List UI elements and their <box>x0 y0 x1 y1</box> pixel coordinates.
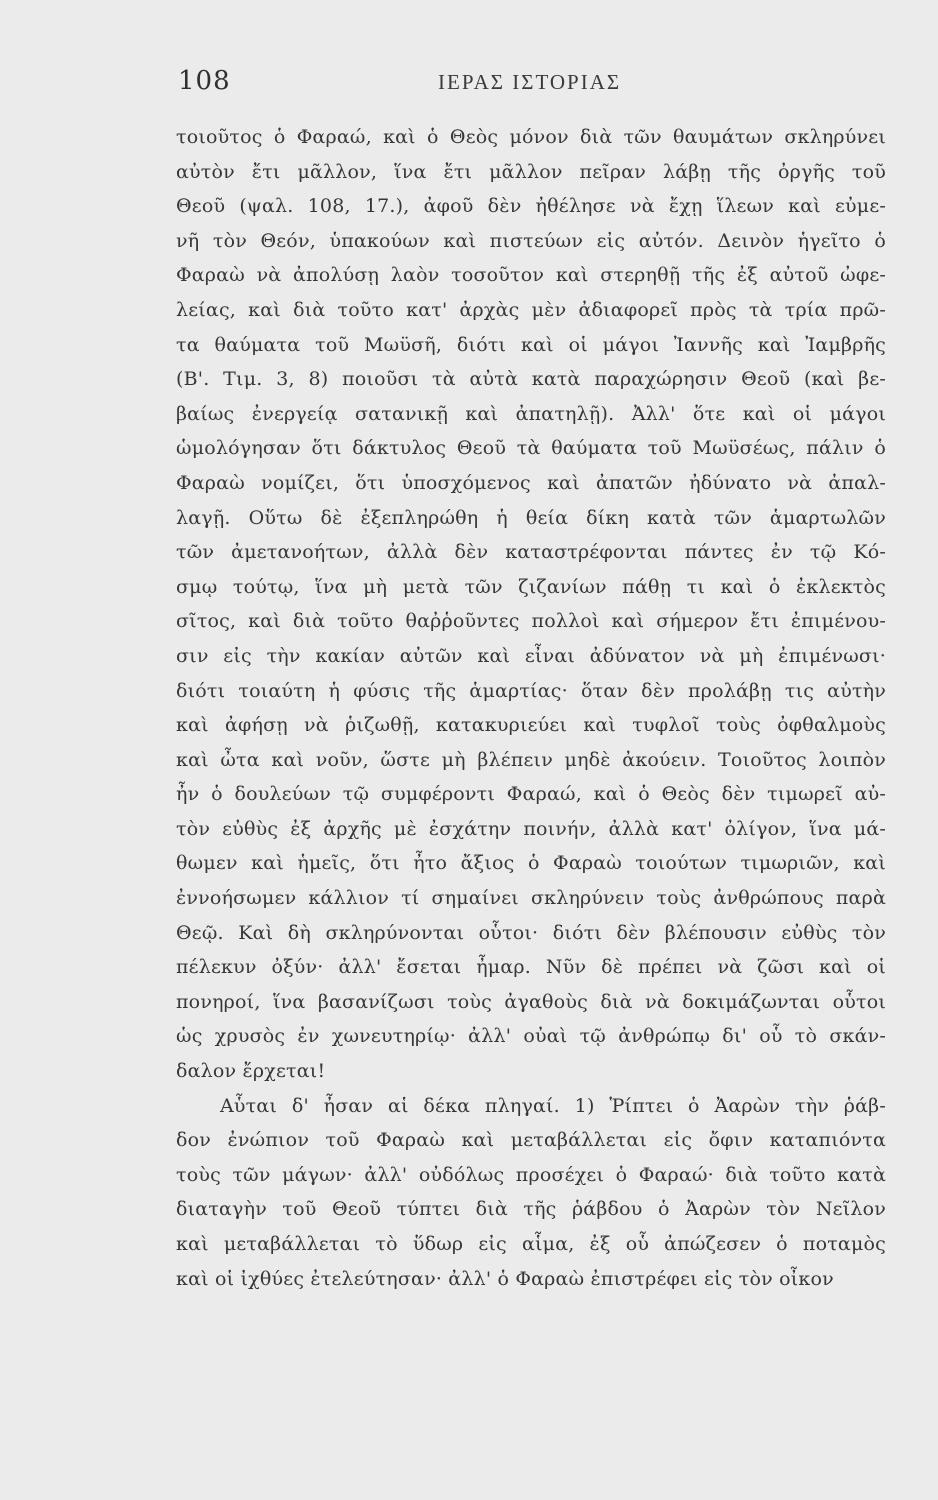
text-line: αὐτὸν ἔτι μᾶλλον, ἵνα ἔτι μᾶλλον πεῖραν λάβῃ τῆς ὀργῆς τοῦ <box>176 160 886 183</box>
text-line: τῶν ἀμετανοήτων, ἀλλὰ δὲν καταστρέφονται πάντες ἐν τῷ Κό- <box>176 541 886 564</box>
text-line: καὶ ἀφήσῃ νὰ ῥιζωθῇ, κατακυριεύει καὶ τυφλοῖ τοὺς ὀφθαλμοὺς <box>176 714 886 737</box>
text-line: ὡς χρυσὸς ἐν χωνευτηρίῳ· ἀλλ' οὐαὶ τῷ ἀνθρώπῳ δι' οὗ τὸ σκάν- <box>176 1025 886 1048</box>
text-line: τὸν εὐθὺς ἐξ ἀρχῆς μὲ ἐσχάτην ποινήν, ἀλλὰ κατ' ὀλίγον, ἵνα μά- <box>176 817 886 840</box>
text-line: Θεοῦ (ψαλ. 108, 17.), ἀφοῦ δὲν ἠθέλησε νὰ ἔχῃ ἵλεων καὶ εὐμε- <box>176 195 886 218</box>
text-line: λαγῇ. Οὕτω δὲ ἐξεπληρώθη ἡ θεία δίκη κατὰ τῶν ἁμαρτωλῶν <box>176 506 886 529</box>
text-line: πέλεκυν ὀξύν· ἀλλ' ἔσεται ἦμαρ. Νῦν δὲ πρέπει νὰ ζῶσι καὶ οἱ <box>176 956 886 979</box>
text-line: Φαραὼ νὰ ἀπολύσῃ λαὸν τοσοῦτον καὶ στερηθῇ τῆς ἐξ αὐτοῦ ὠφε- <box>176 264 886 287</box>
text-line: καὶ οἱ ἰχθύες ἐτελεύτησαν· ἀλλ' ὁ Φαραὼ ἐπιστρέφει εἰς τὸν οἶκον <box>176 1267 834 1290</box>
text-line: σμῳ τούτῳ, ἵνα μὴ μετὰ τῶν ζιζανίων πάθῃ τι καὶ ὁ ἐκλεκτὸς <box>176 575 886 598</box>
text-line: τοιοῦτος ὁ Φαραώ, καὶ ὁ Θεὸς μόνον διὰ τῶν θαυμάτων σκληρύνει <box>176 126 886 148</box>
text-line: καὶ ὦτα καὶ νοῦν, ὥστε μὴ βλέπειν μηδὲ ἀκούειν. Τοιοῦτος λοιπὸν <box>176 748 886 771</box>
running-title: ΙΕΡΑΣ ΙΣΤΟΡΙΑΣ <box>438 70 622 94</box>
text-line: ὡμολόγησαν ὅτι δάκτυλος Θεοῦ τὰ θαύματα τοῦ Μωϋσέως, πάλιν ὁ <box>176 437 886 460</box>
text-line: νῆ τὸν Θεόν, ὑπακούων καὶ πιστεύων εἰς αὐτόν. Δεινὸν ἡγεῖτο ὁ <box>176 229 886 252</box>
text-line: τοὺς τῶν μάγων· ἀλλ' οὐδόλως προσέχει ὁ Φαραώ· διὰ τοῦτο κατὰ <box>176 1163 886 1186</box>
text-line: Φαραὼ νομίζει, ὅτι ὑποσχόμενος καὶ ἀπατῶν ἠδύνατο νὰ ἀπαλ- <box>176 471 886 494</box>
text-line: σιν εἰς τὴν κακίαν αὐτῶν καὶ εἶναι ἀδύνατον νὰ μὴ ἐπιμένωσι· <box>176 644 886 667</box>
text-line: ἦν ὁ δουλεύων τῷ συμφέροντι Φαραώ, καὶ ὁ Θεὸς δὲν τιμωρεῖ αὐ- <box>176 783 886 806</box>
text-line: πονηροί, ἵνα βασανίζωσι τοὺς ἀγαθοὺς διὰ νὰ δοκιμάζωνται οὗτοι <box>176 990 886 1013</box>
text-line: λείας, καὶ διὰ τοῦτο κατ' ἀρχὰς μὲν ἀδιαφορεῖ πρὸς τὰ τρία πρῶ- <box>176 298 886 321</box>
text-line: καὶ μεταβάλλεται τὸ ὕδωρ εἰς αἷμα, ἐξ οὗ ἀπώζεσεν ὁ ποταμὸς <box>176 1233 886 1255</box>
text-line: διότι τοιαύτη ἡ φύσις τῆς ἁμαρτίας· ὅταν δὲν προλάβῃ τις αὐτὴν <box>176 679 886 702</box>
text-line: Θεῷ. Καὶ δὴ σκληρύνονται οὗτοι· διότι δὲν βλέπουσιν εὐθὺς τὸν <box>176 921 886 944</box>
text-line: βαίως ἐνεργείᾳ σατανικῇ καὶ ἀπατηλῇ). Ἀλλ' ὅτε καὶ οἱ μάγοι <box>176 402 886 425</box>
text-line: δον ἐνώπιον τοῦ Φαραὼ καὶ μεταβάλλεται εἰς ὄφιν καταπιόντα <box>176 1129 886 1152</box>
page-number: 108 <box>178 66 231 96</box>
text-line: σῖτος, καὶ διὰ τοῦτο θαῤῥοῦντες πολλοὶ καὶ σήμερον ἔτι ἐπιμένου- <box>176 610 886 633</box>
page-header <box>178 66 886 106</box>
text-line: (Β'. Τιμ. 3, 8) ποιοῦσι τὰ αὐτὰ κατὰ παραχώρησιν Θεοῦ (καὶ βε- <box>176 368 886 391</box>
text-line: τα θαύματα τοῦ Μωϋσῆ, διότι καὶ οἱ μάγοι Ἰαννῆς καὶ Ἰαμβρῆς <box>176 333 886 356</box>
text-line: διαταγὴν τοῦ Θεοῦ τύπτει διὰ τῆς ῥάβδου ὁ Ἀαρὼν τὸν Νεῖλον <box>176 1198 886 1221</box>
body-text <box>176 120 886 1296</box>
text-line: θωμεν καὶ ἡμεῖς, ὅτι ἦτο ἄξιος ὁ Φαραὼ τοιούτων τιμωριῶν, καὶ <box>176 852 886 875</box>
text-line: ἐννοήσωμεν κάλλιον τί σημαίνει σκληρύνειν τοὺς ἀνθρώπους παρὰ <box>176 887 886 910</box>
text-line: Αὗται δ' ἦσαν αἱ δέκα πληγαί. 1) Ῥίπτει ὁ Ἀαρὼν τὴν ῥάβ- <box>220 1094 886 1117</box>
text-line: δαλον ἔρχεται! <box>176 1060 326 1083</box>
